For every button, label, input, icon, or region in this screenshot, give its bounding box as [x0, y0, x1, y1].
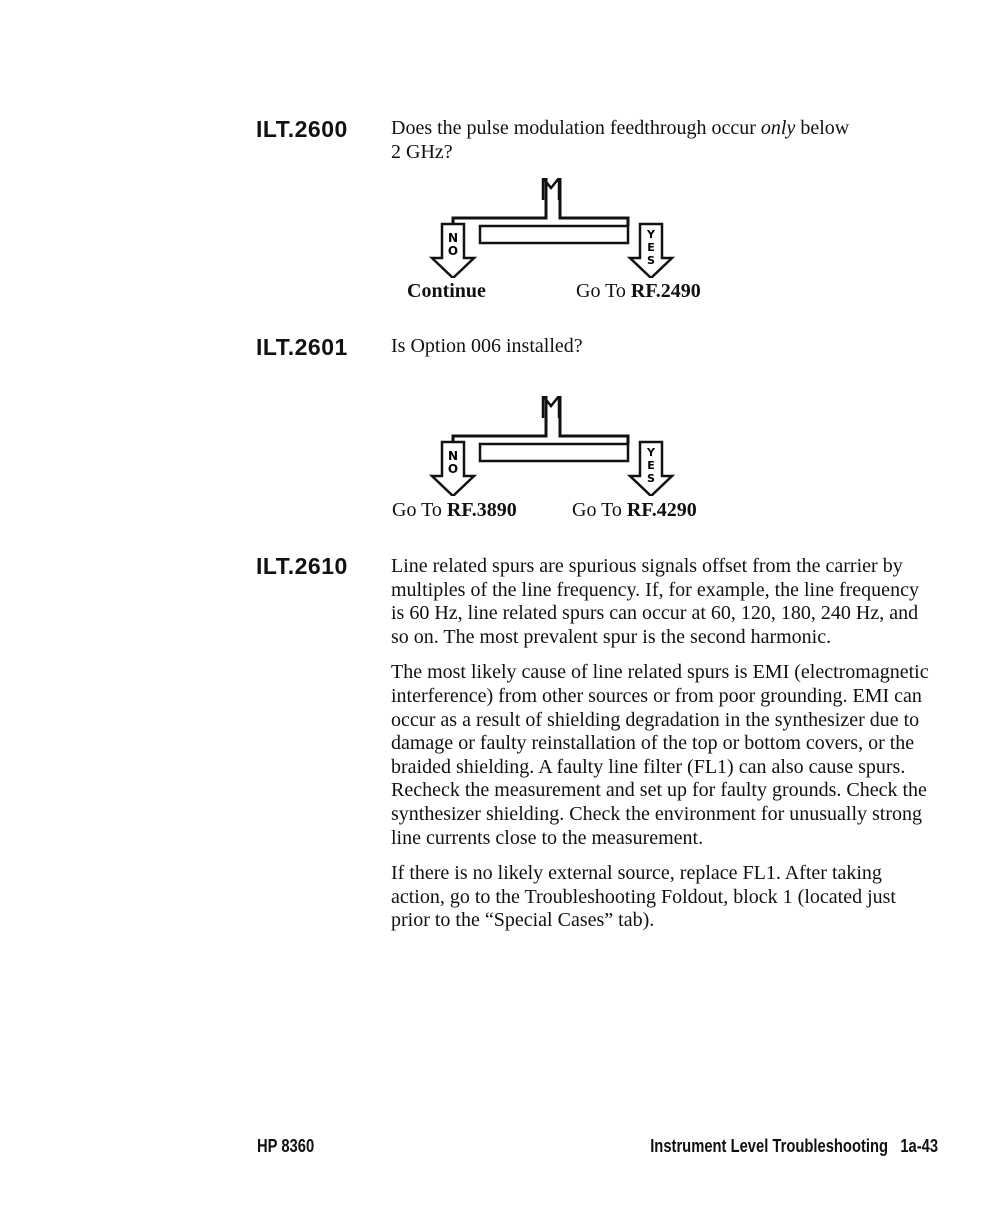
- arrow-letter: N: [447, 449, 459, 463]
- emphasis-only: only: [760, 117, 796, 139]
- yes-branch-label: Go To RF.2490: [576, 280, 701, 302]
- decision-connector-icon: [453, 178, 628, 226]
- yes-arrow-icon: [630, 224, 672, 278]
- no-arrow-icon: [432, 224, 474, 278]
- arrow-letter: O: [447, 462, 459, 476]
- yes-branch-label: Go To RF.4290: [572, 499, 697, 521]
- arrow-letter: E: [647, 459, 655, 472]
- footer-section-page: [650, 1136, 938, 1157]
- arrow-letter: S: [647, 254, 655, 267]
- decision-bar: [480, 226, 628, 243]
- question-line: Does the pulse modulation feedthrough occur only below: [391, 117, 850, 139]
- cross-reference-link[interactable]: RF.4290: [626, 499, 697, 521]
- no-arrow-icon: [432, 442, 474, 496]
- decision-connector-icon: [453, 396, 628, 444]
- step-id-ilt-2601: ILT.2601: [256, 334, 348, 360]
- step-body-ilt-2610: [391, 555, 936, 945]
- arrow-letter: E: [647, 241, 655, 254]
- cross-reference-link[interactable]: RF.3890: [446, 499, 517, 521]
- paragraph: Line related spurs are spurious signals offset from the carrier by multiples of the line frequency. If, for example, the line frequency is 60 Hz, line related spurs can occur at 60, 120, 180, 240 Hz, and so on. The most prevalent spur is the second harmonic.: [391, 555, 919, 648]
- arrow-letter: O: [447, 244, 459, 258]
- question-line: Is Option 006 installed?: [391, 335, 583, 357]
- footer-page-number: 1a-43: [900, 1136, 938, 1156]
- cross-reference-link[interactable]: RF.2490: [630, 280, 701, 302]
- footer-section: Instrument Level Troubleshooting: [650, 1136, 888, 1156]
- step-question-ilt-2601: [391, 335, 951, 359]
- no-branch-label: Continue: [407, 280, 486, 302]
- step-id-ilt-2600: ILT.2600: [256, 116, 348, 142]
- yes-no-decision-diagram: [418, 396, 688, 496]
- yes-arrow-icon: [630, 442, 672, 496]
- paragraph: If there is no likely external source, replace FL1. After taking action, go to the Troubleshooting Foldout, block 1 (located just prior to the “Special Cases” tab).: [391, 862, 896, 932]
- decision-bar: [480, 444, 628, 461]
- question-line: 2 GHz?: [391, 140, 453, 163]
- footer-model: HP 8360: [257, 1136, 315, 1156]
- arrow-letter: S: [647, 472, 655, 485]
- arrow-letter: N: [447, 231, 459, 245]
- yes-no-decision-diagram: [418, 178, 688, 278]
- arrow-letter: Y: [647, 446, 655, 459]
- step-question-ilt-2600: [391, 117, 951, 164]
- no-branch-label: Go To RF.3890: [392, 499, 517, 521]
- step-id-ilt-2610: ILT.2610: [256, 553, 348, 579]
- arrow-letter: Y: [647, 228, 655, 241]
- paragraph: The most likely cause of line related spurs is EMI (electromagnetic interference) from other sources or from poor grounding. EMI can occur as a result of shielding degradation in the synthesizer due to damage or faulty reinstallation of the top or bottom covers, or the braided shielding. A faulty line filter (FL1) can also cause spurs. Recheck the measurement and set up for faulty grounds. Check the synthesizer shielding. Check the environment for unusually strong line currents close to the measurement.: [391, 661, 929, 849]
